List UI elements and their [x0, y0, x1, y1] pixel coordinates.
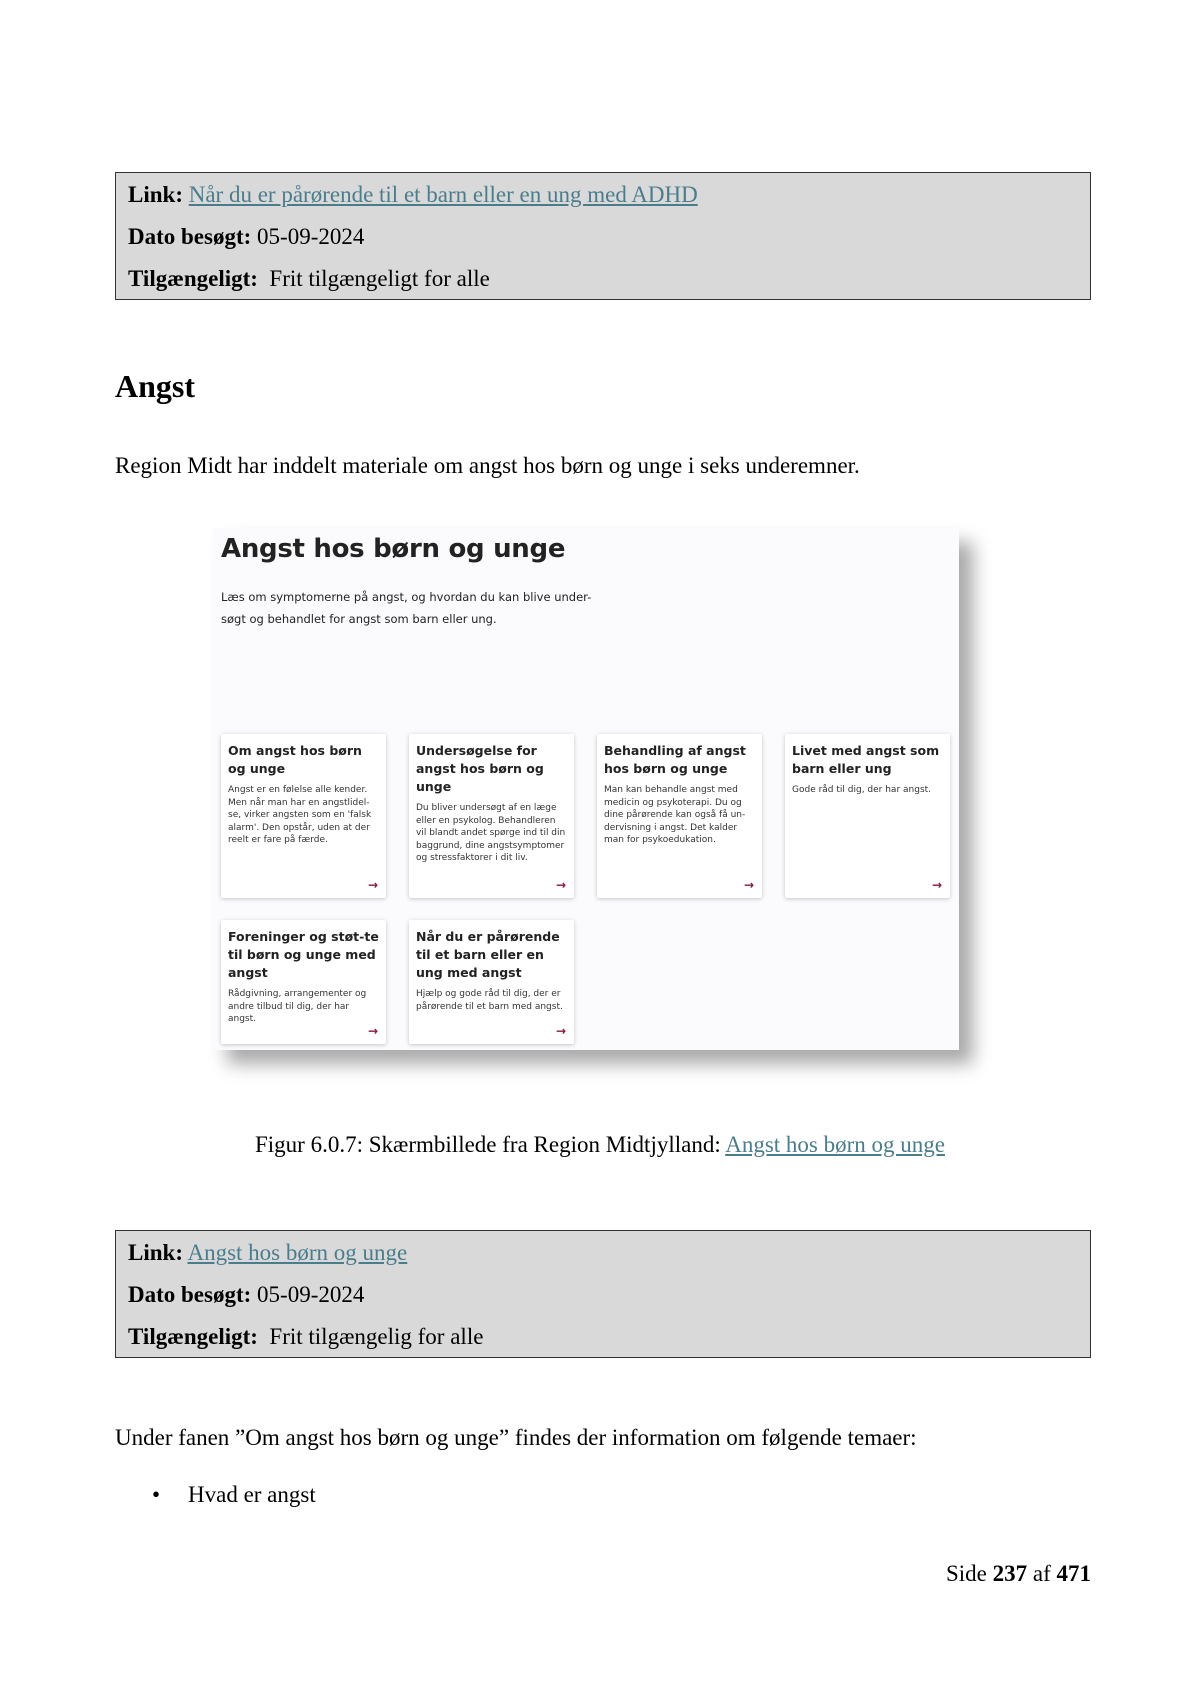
section-heading: Angst — [115, 368, 196, 404]
list-item-text: Hvad er angst — [188, 1482, 316, 1507]
link-label: Link: — [128, 182, 183, 207]
card-title: Livet med angst som barn eller ung — [792, 743, 940, 776]
angst-link[interactable]: Angst hos børn og unge — [187, 1240, 408, 1265]
access-value: Frit tilgængelig for alle — [269, 1324, 484, 1349]
total-pages: 471 — [1056, 1561, 1091, 1586]
card-description: Angst er en følelse alle kender. Men når man har en angstlidel-se, virker angsten som en 'falsk alarm'. Den opstår, uden at der reelt er fare på færde. — [228, 785, 372, 845]
info-box-angst — [115, 1230, 1091, 1358]
topic-card-livet-med-angst[interactable] — [785, 734, 950, 898]
info-box-adhd — [115, 172, 1091, 300]
card-description: Man kan behandle angst med medicin og psykoterapi. Du og dine pårørende kan også få un-dervisning i angst. Det kalder man for psykoedukation. — [604, 785, 746, 845]
access-value: Frit tilgængeligt for alle — [269, 266, 490, 291]
date-label: Dato besøgt: — [128, 224, 252, 249]
screenshot-title: Angst hos børn og unge — [221, 534, 566, 564]
access-row — [128, 258, 1078, 300]
card-title: Når du er pårørende til et barn eller en ung med angst — [416, 929, 560, 980]
card-description: Hjælp og gode råd til dig, der er pårørende til et barn med angst. — [416, 989, 563, 1012]
date-row — [128, 1274, 1078, 1316]
caption-link[interactable]: Angst hos børn og unge — [725, 1132, 945, 1157]
intro-paragraph: Region Midt har inddelt materiale om angst hos børn og unge i seks underemner. — [115, 453, 860, 478]
card-title: Om angst hos børn og unge — [228, 743, 362, 776]
body-paragraph: Under fanen ”Om angst hos børn og unge” findes der information om følgende temaer: — [115, 1425, 917, 1450]
access-row — [128, 1316, 1078, 1358]
date-row — [128, 216, 1078, 258]
link-label: Link: — [128, 1240, 183, 1265]
page-number — [946, 1559, 1091, 1589]
topic-card-undersogelse[interactable] — [409, 734, 574, 898]
topic-card-om-angst[interactable] — [221, 734, 386, 898]
website-screenshot — [213, 528, 959, 1050]
card-description: Gode råd til dig, der har angst. — [792, 785, 932, 795]
arrow-right-icon: → — [367, 1024, 378, 1038]
arrow-right-icon: → — [931, 878, 942, 892]
card-description: Rådgivning, arrangementer og andre tilbud til dig, der har angst. — [228, 989, 367, 1024]
card-title: Undersøgelse for angst hos børn og unge — [416, 743, 544, 794]
screenshot-page — [213, 528, 959, 1050]
link-row — [128, 174, 1078, 216]
screenshot-intro — [221, 586, 611, 630]
figure-caption — [0, 1130, 1200, 1160]
topic-card-parorende[interactable] — [409, 920, 574, 1044]
screenshot-intro-line2: søgt og behandlet for angst som barn eller ung. — [221, 612, 497, 626]
arrow-right-icon: → — [555, 1024, 566, 1038]
topic-card-behandling[interactable] — [597, 734, 762, 898]
card-title: Behandling af angst hos børn og unge — [604, 743, 746, 776]
access-label: Tilgængeligt: — [128, 1324, 258, 1349]
date-value: 05-09-2024 — [257, 1282, 365, 1307]
card-title: Foreninger og støt-te til børn og unge med angst — [228, 929, 379, 980]
date-label: Dato besøgt: — [128, 1282, 252, 1307]
link-row — [128, 1232, 1078, 1274]
list-item — [152, 1480, 316, 1510]
screenshot-intro-line1: Læs om symptomerne på angst, og hvordan du kan blive under- — [221, 590, 592, 604]
page-prefix: Side — [945, 1561, 987, 1586]
topic-card-foreninger[interactable] — [221, 920, 386, 1044]
adhd-relatives-link[interactable]: Når du er pårørende til et barn eller en ung med ADHD — [188, 182, 698, 207]
arrow-right-icon: → — [743, 878, 754, 892]
card-description: Du bliver undersøgt af en læge eller en psykolog. Behandleren vil blandt andet spørge ind til din baggrund, dine angstsymptomer og stressfaktorer i dit liv. — [416, 803, 566, 863]
caption-text: Figur 6.0.7: Skærmbillede fra Region Midtjylland: — [255, 1132, 726, 1157]
arrow-right-icon: → — [367, 878, 378, 892]
arrow-right-icon: → — [555, 878, 566, 892]
access-label: Tilgængeligt: — [128, 266, 258, 291]
current-page: 237 — [992, 1561, 1028, 1586]
bullet-icon: • — [152, 1482, 161, 1507]
page-of: af — [1032, 1561, 1051, 1586]
date-value: 05-09-2024 — [257, 224, 365, 249]
bullet-list — [152, 1480, 316, 1510]
